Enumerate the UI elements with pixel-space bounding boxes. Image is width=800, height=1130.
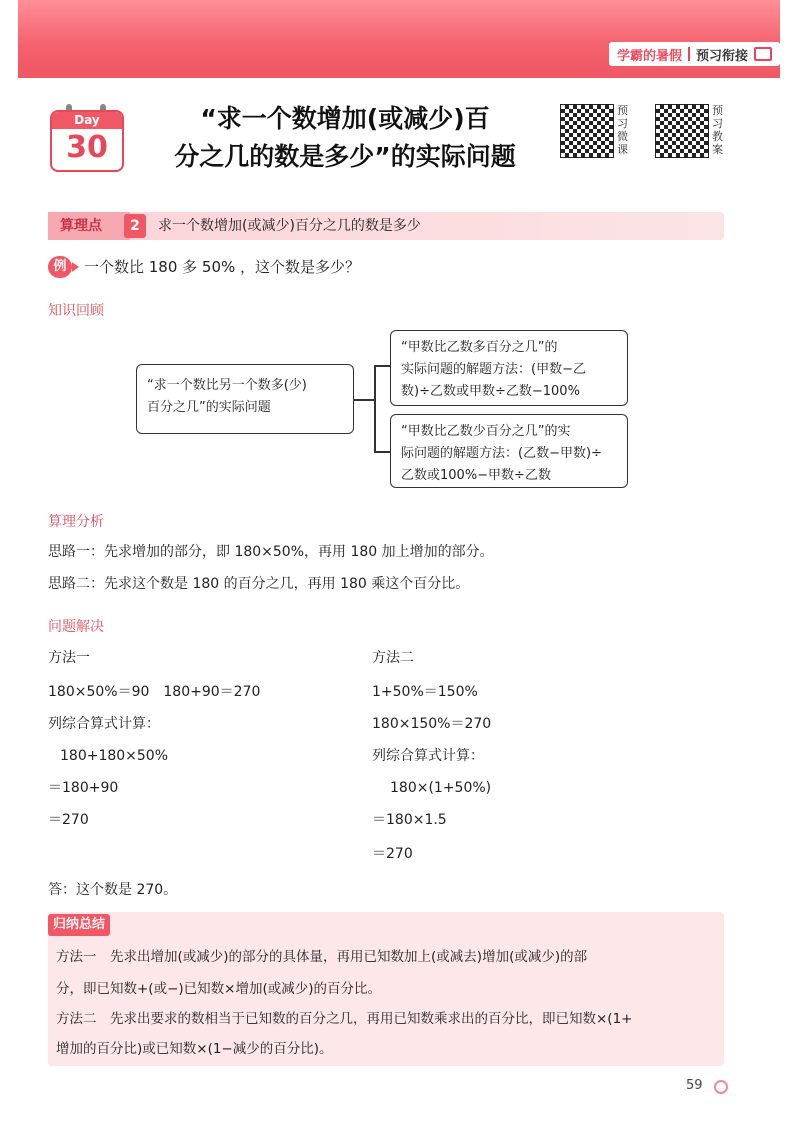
header-band [18, 0, 780, 78]
center-line-1: “求一个数比另一个数多(少) [147, 378, 307, 393]
method2-line-6: ＝270 [372, 846, 413, 862]
lesson-title [150, 100, 540, 176]
day-badge [50, 110, 124, 172]
example-badge: 例 [48, 256, 72, 278]
day-label: Day [52, 112, 122, 129]
method1-line-5: ＝270 [48, 812, 89, 828]
review-center-box [136, 364, 354, 434]
day-number: 30 [66, 130, 108, 165]
summary-line-2: 分，即已知数+(或−)已知数×增加(或减少)的百分比。 [56, 981, 382, 997]
method1-line-3: 180+180×50% [60, 748, 169, 764]
series-name: 学霸的暑假 [616, 48, 682, 64]
method2-line-1: 1+50%＝150% [372, 684, 478, 700]
solution-heading: 问题解决 [48, 619, 104, 635]
book-icon [754, 47, 772, 61]
method1-line-2: 列综合算式计算： [48, 716, 160, 732]
analysis-idea-2: 思路二：先求这个数是 180 的百分之几，再用 180 乘这个百分比。 [48, 576, 470, 592]
review-top-box [390, 330, 628, 406]
analysis-idea-1: 思路一：先求增加的部分，即 180×50%，再用 180 加上增加的部分。 [48, 544, 494, 560]
method2-line-5: ＝180×1.5 [372, 812, 447, 828]
top-line-2: 实际问题的解题方法：(甲数−乙 [401, 362, 586, 377]
method1-line-1: 180×50%＝90 180+90＝270 [48, 684, 261, 700]
sun-icon [714, 1080, 728, 1094]
review-bottom-box [390, 414, 628, 488]
title-line-1: “求一个数增加(或减少)百 [200, 104, 490, 133]
summary-line-4: 增加的百分比)或已知数×(1−减少的百分比)。 [56, 1041, 333, 1057]
connector-line [354, 399, 374, 401]
connector-line [374, 365, 376, 451]
summary-line-1: 方法一 先求出增加(或减少)的部分的具体量，再用已知数加上(或减去)增加(或减少)的部 [56, 949, 588, 965]
center-line-2: 百分之几”的实际问题 [147, 400, 271, 415]
top-line-1: “甲数比乙数多百分之几”的 [401, 340, 558, 355]
analysis-heading: 算理分析 [48, 514, 104, 530]
bottom-line-2: 际问题的解题方法：(乙数−甲数)÷ [401, 446, 602, 461]
method2-line-3: 列综合算式计算： [372, 748, 484, 764]
bottom-line-3: 乙数或100%−甲数÷乙数 [401, 468, 551, 483]
page-number: 59 [686, 1078, 703, 1093]
qr-code-lesson-plan[interactable] [655, 104, 709, 158]
separator [688, 47, 690, 61]
answer: 答：这个数是 270。 [48, 882, 178, 898]
method2-title: 方法二 [372, 650, 414, 666]
example-question: 一个数比 180 多 50% ，这个数是多少？ [84, 258, 361, 276]
qr-code-micro-lesson[interactable] [560, 104, 614, 158]
method2-line-4: 180×(1+50%) [390, 780, 492, 796]
qr-label-lesson-plan: 预习教案 [712, 104, 723, 156]
method1-title: 方法一 [48, 650, 90, 666]
method2-line-2: 180×150%＝270 [372, 716, 492, 732]
series-subtitle: 预习衔接 [695, 48, 748, 64]
summary-tag: 归纳总结 [48, 914, 110, 936]
summary-line-3: 方法二 先求出要求的数相当于已知数的百分之几，再用已知数乘求出的百分比，即已知数×(1+ [56, 1011, 633, 1027]
point-number: 2 [124, 214, 146, 238]
qr-label-micro-lesson: 预习微课 [617, 104, 628, 156]
series-label [609, 42, 780, 66]
bottom-line-1: “甲数比乙数少百分之几”的实 [401, 424, 571, 439]
point-title: 求一个数增加(或减少)百分之几的数是多少 [158, 218, 421, 234]
point-tag: 算理点 [48, 212, 130, 240]
method1-line-4: ＝180+90 [48, 780, 119, 796]
top-line-3: 数)÷乙数或甲数÷乙数−100% [401, 384, 580, 399]
title-line-2: 分之几的数是多少”的实际问题 [174, 142, 516, 171]
arrow-icon [72, 262, 79, 272]
review-heading: 知识回顾 [48, 303, 104, 319]
